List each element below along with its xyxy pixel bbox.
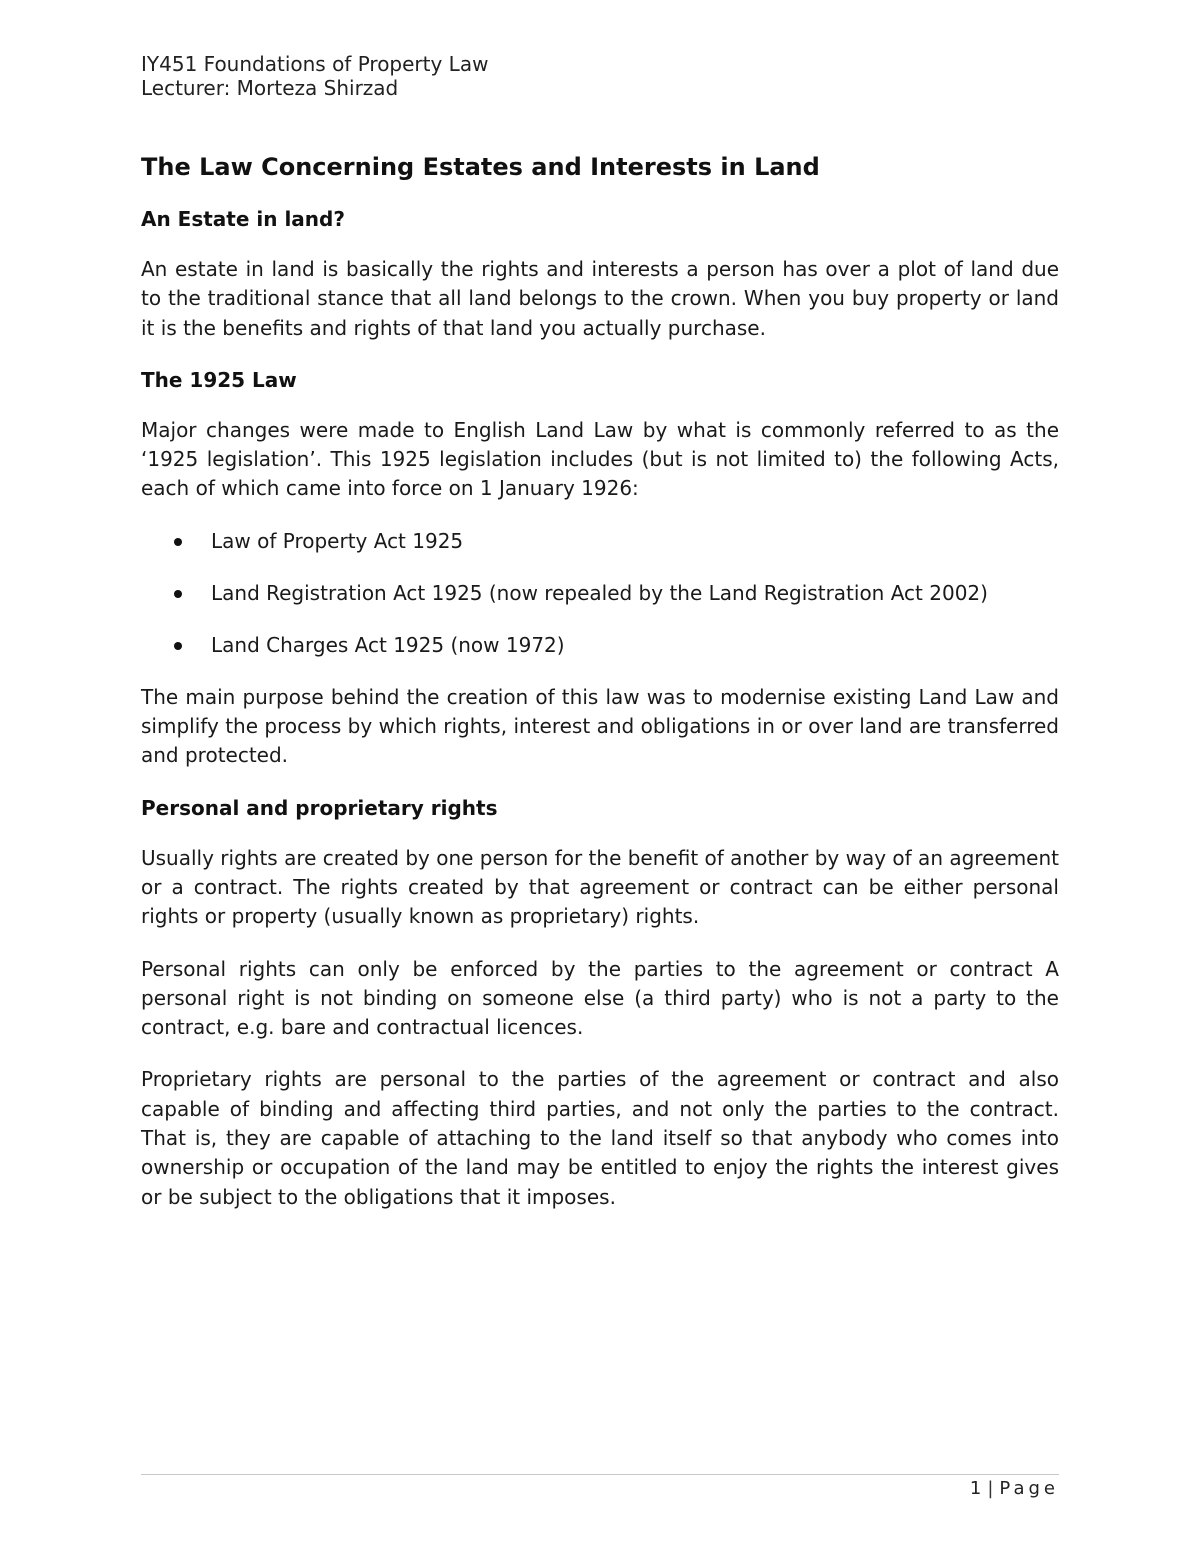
acts-list bbox=[141, 527, 1059, 660]
heading-1925-law: The 1925 Law bbox=[141, 367, 297, 392]
lecturer-header: Lecturer: Morteza Shirzad bbox=[141, 76, 399, 100]
paragraph-rights-creation: Usually rights are created by one person for the benefit of another by way of an agreement or a contract. The rights created by that agreement or contract can be either personal rights or property (usually known as proprietary) rights. bbox=[141, 845, 1059, 929]
bullet-icon bbox=[174, 642, 182, 650]
course-header: IY451 Foundations of Property Law bbox=[141, 52, 489, 76]
act-label: Land Registration Act 1925 (now repealed by the Land Registration Act 2002) bbox=[211, 580, 988, 605]
paragraph-personal-rights: Personal rights can only be enforced by the parties to the agreement or contract A personal right is not binding on someone else (a third party) who is not a party to the contract, e.g. bare and contractual licences. bbox=[141, 956, 1059, 1040]
paragraph-1925-legislation: Major changes were made to English Land Law by what is commonly referred to as the ‘1925 legislation’. This 1925 legislation includes (but is not limited to) the following Acts, each of which came into force on 1 January 1926: bbox=[141, 417, 1059, 501]
page-separator: | bbox=[987, 1478, 994, 1499]
page-number: 1 bbox=[969, 1478, 982, 1499]
page-number-footer bbox=[970, 1478, 1059, 1500]
bullet-icon bbox=[174, 590, 182, 598]
heading-estate-in-land: An Estate in land? bbox=[141, 207, 345, 231]
paragraph-proprietary-rights: Proprietary rights are personal to the parties of the agreement or contract and also capable of binding and affecting third parties, and not only the parties to the contract. That is, they are capable of attaching to the land itself so that anybody who comes into ownership or occupation of the land may be entitled to enjoy the rights the interest gives or be subject to the obligations that it imposes. bbox=[141, 1067, 1059, 1209]
list-item bbox=[141, 631, 1059, 660]
document-title: The Law Concerning Estates and Interests in Land bbox=[141, 153, 820, 181]
paragraph-estate-definition: An estate in land is basically the rights and interests a person has over a plot of land due to the traditional stance that all land belongs to the crown. When you buy property or land it is the benefits and rights of that land you actually purchase. bbox=[141, 257, 1059, 340]
paragraph-purpose: The main purpose behind the creation of this law was to modernise existing Land Law and simplify the process by which rights, interest and obligations in or over land are transferred and protected. bbox=[141, 684, 1059, 768]
list-item bbox=[141, 579, 1059, 608]
bullet-icon bbox=[174, 538, 182, 546]
document-page bbox=[141, 52, 1059, 1212]
act-label: Land Charges Act 1925 (now 1972) bbox=[211, 632, 565, 657]
list-item bbox=[141, 527, 1059, 556]
footer-divider bbox=[141, 1474, 1059, 1475]
heading-personal-proprietary-rights: Personal and proprietary rights bbox=[141, 795, 498, 820]
page-label: Page bbox=[999, 1478, 1059, 1499]
act-label: Law of Property Act 1925 bbox=[211, 528, 464, 553]
